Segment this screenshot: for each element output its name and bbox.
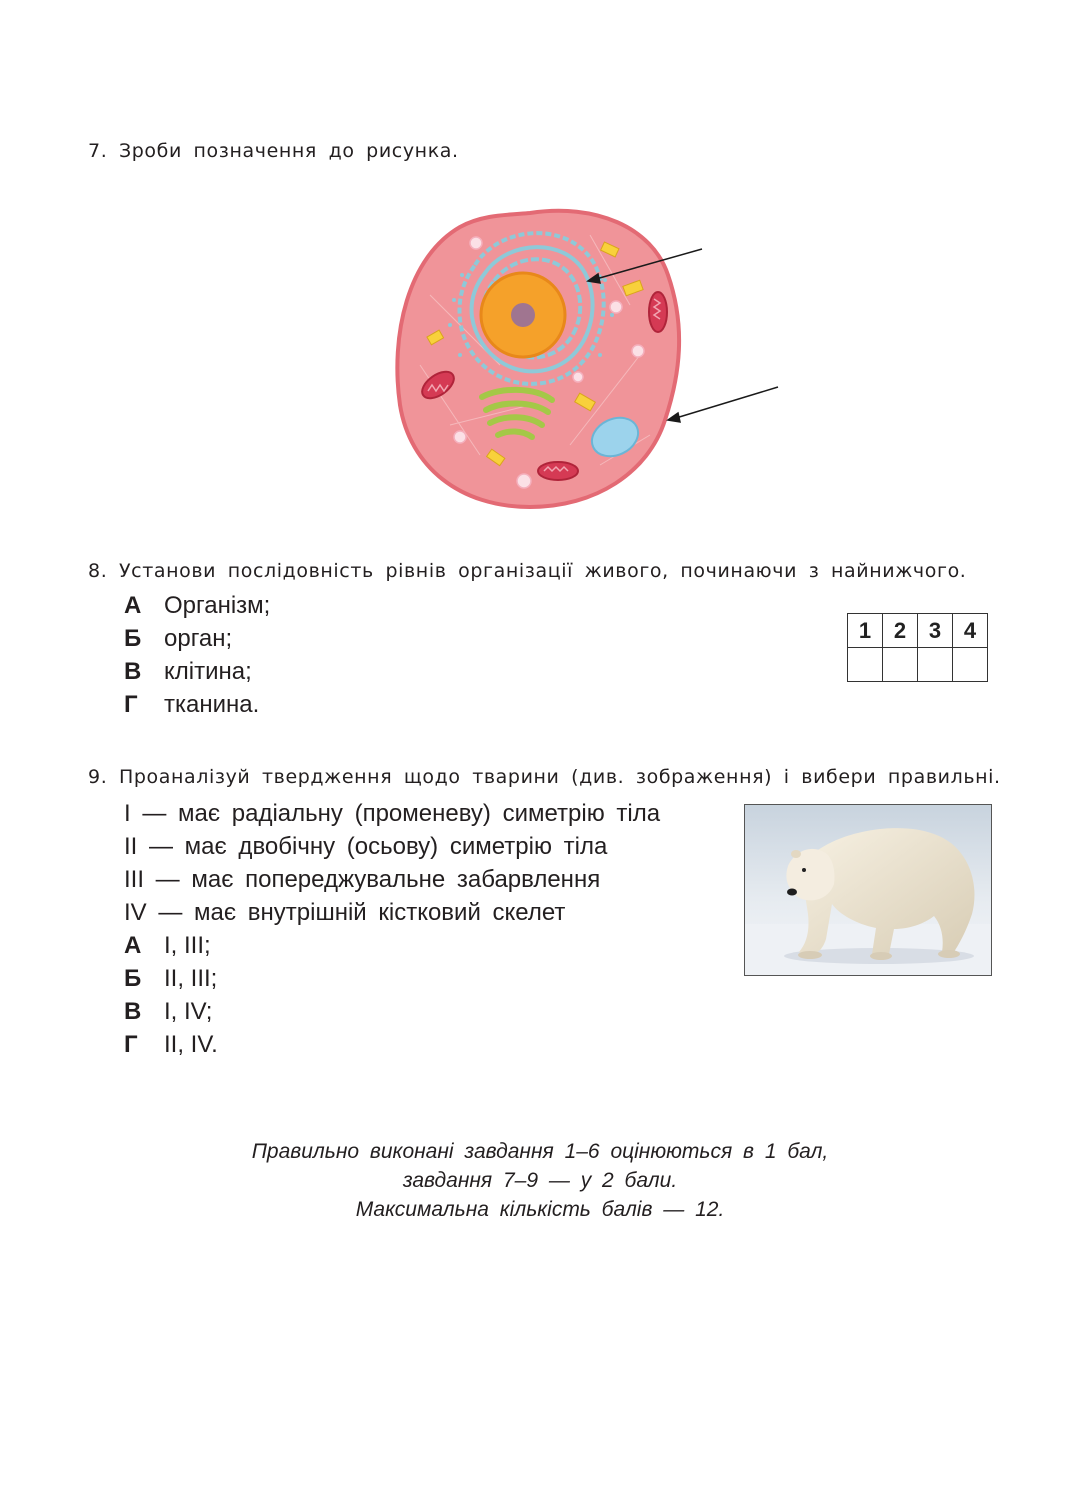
- statement-1: I — має радіальну (променеву) симетрію тіла: [124, 800, 661, 827]
- grid-answer-cell[interactable]: [953, 648, 988, 682]
- grid-header: 4: [953, 614, 988, 648]
- grid-header: 2: [883, 614, 918, 648]
- polar-bear-photo: [744, 804, 992, 976]
- option-letter: В: [124, 998, 142, 1025]
- statement-2: II — має двобічну (осьову) симетрію тіла: [124, 833, 608, 860]
- option-text: Організм;: [164, 592, 271, 619]
- question-9-title: 9. Проаналізуй твердження щодо тварини (див. зображення) і вибери правильні.: [88, 766, 1001, 788]
- option-letter: Б: [124, 965, 142, 992]
- grid-answer-cell[interactable]: [918, 648, 953, 682]
- grid-header: 3: [918, 614, 953, 648]
- option-letter: В: [124, 658, 142, 685]
- footer-line-2: завдання 7–9 — у 2 бали.: [402, 1169, 678, 1192]
- grid-answer-cell[interactable]: [848, 648, 883, 682]
- option-text: I, IV;: [164, 998, 213, 1025]
- option-letter: Б: [124, 625, 142, 652]
- footer-line-1: Правильно виконані завдання 1–6 оцінюються в 1 бал,: [251, 1140, 829, 1163]
- q8-option-a: [124, 592, 270, 620]
- animal-cell-diagram: [390, 205, 790, 515]
- option-text: I, III;: [164, 932, 211, 959]
- question-7-title: 7. Зроби позначення до рисунка.: [88, 140, 459, 162]
- option-text: клітина;: [164, 658, 252, 685]
- option-text: II, IV.: [164, 1031, 218, 1058]
- grid-header: 1: [848, 614, 883, 648]
- option-text: II, III;: [164, 965, 218, 992]
- q9-option-v: [124, 998, 212, 1026]
- q8-option-g: [124, 691, 259, 719]
- q9-option-g: [124, 1031, 218, 1059]
- option-text: тканина.: [164, 691, 260, 718]
- question-8-title: 8. Установи послідовність рівнів організації живого, починаючи з найнижчого.: [88, 560, 967, 582]
- footer-line-3: Максимальна кількість балів — 12.: [355, 1198, 725, 1221]
- option-letter: Г: [124, 691, 138, 718]
- statement-4: IV — має внутрішній кістковий скелет: [124, 899, 566, 926]
- option-letter: А: [124, 932, 142, 959]
- option-text: орган;: [164, 625, 233, 652]
- statement-3: III — має попереджувальне забарвлення: [124, 866, 601, 893]
- option-letter: Г: [124, 1031, 138, 1058]
- answer-grid: [847, 613, 988, 682]
- q8-option-v: [124, 658, 252, 686]
- q8-option-b: [124, 625, 232, 653]
- nucleolus: [511, 303, 535, 327]
- arrow-pointer-2: [676, 387, 778, 418]
- q9-option-b: [124, 965, 217, 993]
- q9-option-a: [124, 932, 211, 960]
- option-letter: А: [124, 592, 142, 619]
- grid-answer-cell[interactable]: [883, 648, 918, 682]
